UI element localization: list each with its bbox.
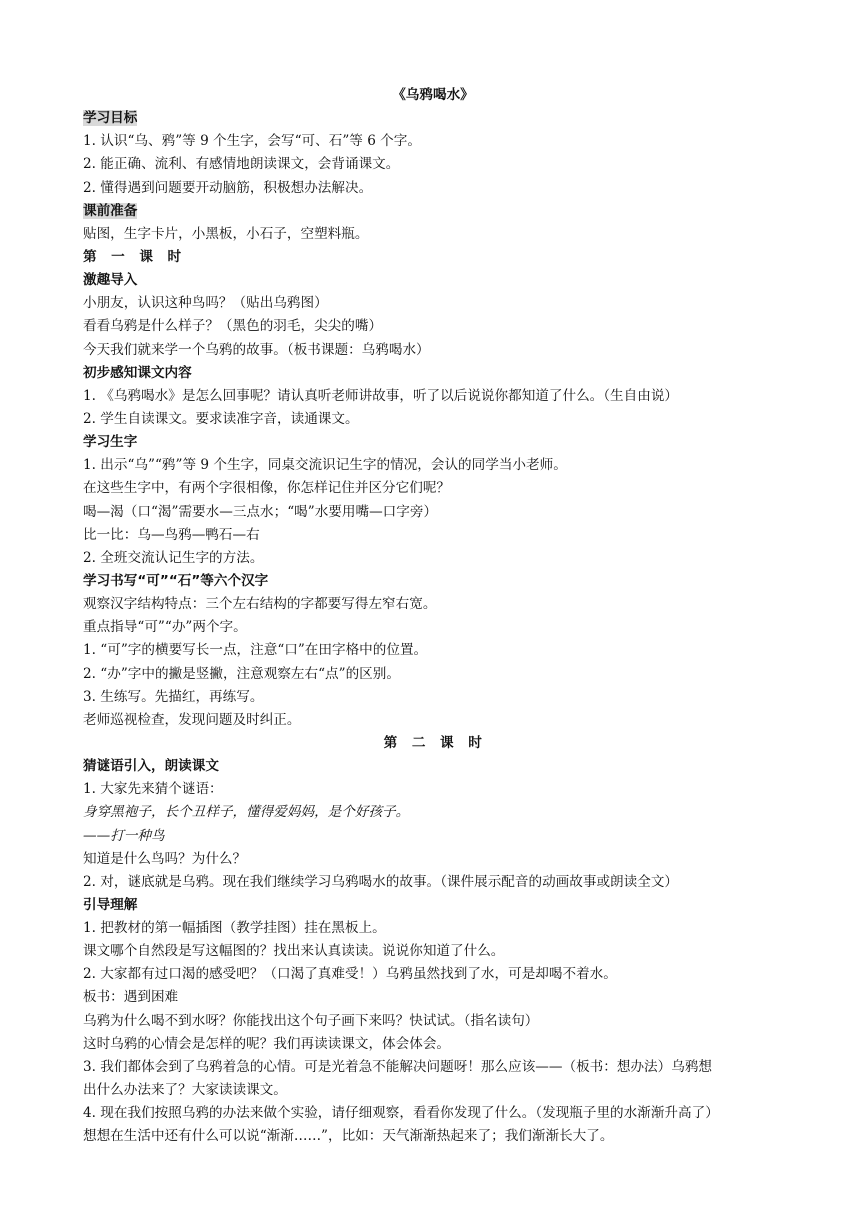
paragraph-line: 今天我们就来学一个乌鸦的故事。（板书课题：乌鸦喝水） bbox=[83, 341, 430, 358]
paragraph-line: 1. 把教材的第一幅插图（教学挂图）挂在黑板上。 bbox=[83, 920, 386, 937]
paragraph-line: 出什么办法来了？大家读读课文。 bbox=[83, 1082, 287, 1099]
paragraph-line: 1. “可”字的横要写长一点，注意“口”在田字格中的位置。 bbox=[83, 642, 428, 659]
paragraph-line: 板书：遇到困难 bbox=[83, 989, 179, 1006]
paragraph-line: 喝—渴（口“渴”需要水—三点水；“喝”水要用嘴—口字旁） bbox=[83, 503, 438, 520]
paragraph-line: 知道是什么鸟吗？为什么？ bbox=[83, 850, 247, 867]
paragraph-line: 想想在生活中还有什么可以说“渐渐……”，比如：天气渐渐热起来了；我们渐渐长大了。 bbox=[83, 1128, 614, 1145]
prep-text: 贴图，生字卡片，小黑板，小石子，空塑料瓶。 bbox=[83, 225, 369, 242]
objective-item: 1. 认识“乌、鸦”等 9 个生字，会写“可、石”等 6 个字。 bbox=[83, 133, 421, 150]
paragraph-line: 看看乌鸦是什么样子？（黑色的羽毛，尖尖的嘴） bbox=[83, 318, 383, 335]
paragraph-line: 3. 我们都体会到了乌鸦着急的心情。可是光着急不能解决问题呀！那么应该——（板书：想办法）乌鸦想 bbox=[83, 1058, 713, 1075]
section-heading-objectives-text: 学习目标 bbox=[83, 110, 138, 127]
riddle-text: 身穿黑袍子，长个丑样子，懂得爱妈妈，是个好孩子。 bbox=[83, 804, 410, 821]
paragraph-line: 3. 生练写。先描红，再练写。 bbox=[83, 688, 264, 705]
document-title: 《乌鸦喝水》 bbox=[392, 87, 474, 103]
subheading-writing: 学习书写“可”“石”等六个汉字 bbox=[83, 572, 269, 589]
objective-item: 2. 能正确、流利、有感情地朗读课文，会背诵课文。 bbox=[83, 156, 400, 173]
section-heading-objectives bbox=[83, 107, 783, 130]
subheading-characters: 学习生字 bbox=[83, 434, 138, 451]
paragraph-line: 重点指导“可”“办”两个字。 bbox=[83, 619, 247, 636]
section-heading-prep bbox=[83, 200, 783, 223]
paragraph-line: 2. 全班交流认记生字的方法。 bbox=[83, 549, 264, 566]
paragraph-line: 2. “办”字中的撇是竖撇，注意观察左右“点”的区别。 bbox=[83, 665, 400, 682]
paragraph-line: 1. 大家先来猜个谜语： bbox=[83, 781, 223, 798]
subheading-riddle: 猜谜语引入，朗读课文 bbox=[83, 758, 219, 775]
paragraph-line: 小朋友，认识这种鸟吗？（贴出乌鸦图） bbox=[83, 295, 328, 312]
subheading-perceive: 初步感知课文内容 bbox=[83, 364, 192, 381]
objective-item: 2. 懂得遇到问题要开动脑筋，积极想办法解决。 bbox=[83, 179, 373, 196]
paragraph-line: 乌鸦为什么喝不到水呀？你能找出这个句子画下来吗？快试试。（指名读句） bbox=[83, 1012, 539, 1029]
paragraph-line: 4. 现在我们按照乌鸦的办法来做个实验，请仔细观察，看看你发现了什么。（发现瓶子里的水渐渐升高了） bbox=[83, 1105, 719, 1122]
paragraph-line: 观察汉字结构特点：三个左右结构的字都要写得左窄右宽。 bbox=[83, 596, 437, 613]
paragraph-line: 在这些生字中，有两个字很相像，你怎样记住并区分它们呢？ bbox=[83, 480, 451, 497]
paragraph-line: 1. 出示“乌”“鸦”等 9 个生字，同桌交流识记生字的情况，会认的同学当小老师。 bbox=[83, 457, 567, 474]
paragraph-line: 1. 《乌鸦喝水》是怎么回事呢？请认真听老师讲故事，听了以后说说你都知道了什么。（生自由说） bbox=[83, 387, 679, 404]
lesson-1-label: 第 一 课 时 bbox=[83, 248, 182, 265]
section-heading-prep-text: 课前准备 bbox=[83, 202, 138, 219]
paragraph-line: 这时乌鸦的心情会是怎样的呢？我们再读读课文，体会体会。 bbox=[83, 1035, 451, 1052]
paragraph-line: 2. 学生自读课文。要求读准字音，读通课文。 bbox=[83, 410, 359, 427]
riddle-answer: ——打一种鸟 bbox=[83, 827, 165, 844]
subheading-guide: 引导理解 bbox=[83, 896, 138, 913]
subheading-intro: 激趣导入 bbox=[83, 272, 138, 289]
paragraph-line: 2. 对，谜底就是乌鸦。现在我们继续学习乌鸦喝水的故事。（课件展示配音的动画故事或朗读全文） bbox=[83, 873, 679, 890]
document-body bbox=[83, 84, 783, 1148]
paragraph-line: 2. 大家都有过口渴的感受吧？（口渴了真难受！）乌鸦虽然找到了水，可是却喝不着水。 bbox=[83, 966, 617, 983]
paragraph-line: 课文哪个自然段是写这幅图的？找出来认真读读。说说你知道了什么。 bbox=[83, 943, 505, 960]
paragraph-line: 老师巡视检查，发现问题及时纠正。 bbox=[83, 711, 301, 728]
paragraph-line: 比一比：乌—鸟鸦—鸭石—右 bbox=[83, 526, 260, 543]
lesson-2-label: 第 二 课 时 bbox=[383, 734, 483, 751]
